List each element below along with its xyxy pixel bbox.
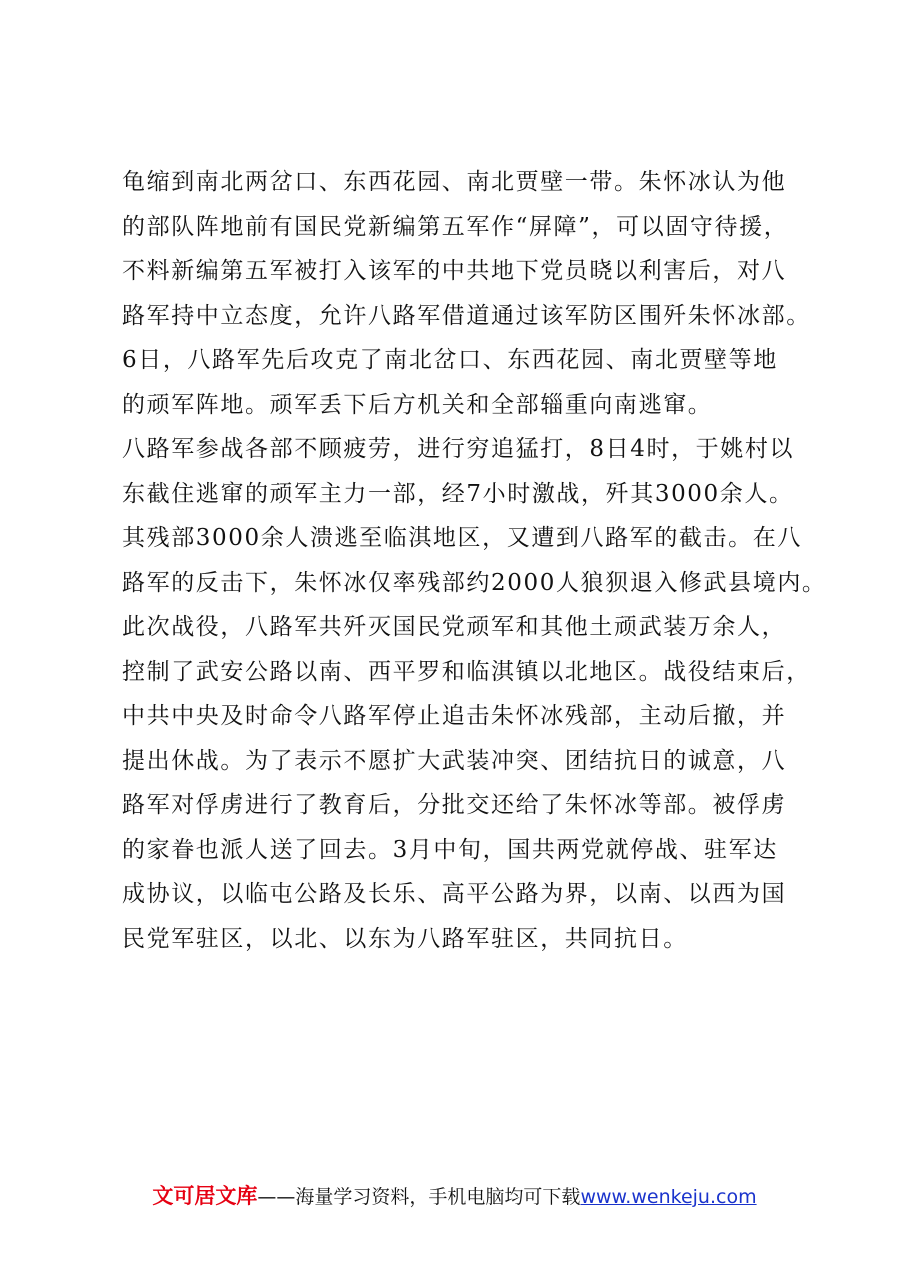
text-line: 路军持中立态度，允许八路军借道通过该军防区围歼朱怀冰部。 bbox=[122, 302, 811, 329]
text-line: 中共中央及时命令八路军停止追击朱怀冰残部，主动后撤，并 bbox=[122, 703, 787, 729]
text-line: 6日，八路军先后攻克了南北岔口、东西花园、南北贾壁等地 bbox=[122, 347, 778, 373]
text-line: 此次战役，八路军共歼灭国民党顽军和其他土顽武装万余人， bbox=[122, 614, 787, 640]
footer-link[interactable]: www.wenkeju.com bbox=[580, 1186, 757, 1208]
text-line: 成协议，以临屯公路及长乐、高平公路为界，以南、以西为国 bbox=[122, 881, 787, 907]
footer-brand: 文可居文库 bbox=[152, 1184, 258, 1208]
text-line: 的家眷也派人送了回去。3月中旬，国共两党就停战、驻军达 bbox=[122, 836, 778, 863]
text-line: 不料新编第五军被打入该军的中共地下党员晓以利害后，对八 bbox=[122, 258, 787, 284]
text-line: 路军的反击下，朱怀冰仅率残部约2000人狼狈退入修武县境内。 bbox=[122, 569, 827, 596]
text-line: 的部队阵地前有国民党新编第五军作“屏障”，可以固守待援， bbox=[122, 213, 789, 240]
text-line: 的顽军阵地。顽军丢下后方机关和全部辎重向南逃窜。 bbox=[122, 391, 713, 418]
footer-tagline: ——海量学习资料，手机电脑均可下载 bbox=[257, 1186, 581, 1208]
text-line: 东截住逃窜的顽军主力一部，经7小时激战，歼其3000余人。 bbox=[122, 480, 794, 507]
page-footer bbox=[0, 1180, 909, 1210]
text-line: 八路军参战各部不顾疲劳，进行穷追猛打，8日4时，于姚村以 bbox=[122, 436, 795, 462]
text-line: 控制了武安公路以南、西平罗和临淇镇以北地区。战役结束后， bbox=[122, 658, 811, 685]
text-line: 民党军驻区，以北、以东为八路军驻区，共同抗日。 bbox=[122, 925, 688, 952]
text-line: 提出休战。为了表示不愿扩大武装冲突、团结抗日的诚意，八 bbox=[122, 747, 787, 774]
body-text bbox=[122, 160, 827, 961]
text-line: 龟缩到南北两岔口、东西花园、南北贾壁一带。朱怀冰认为他 bbox=[122, 169, 787, 195]
text-line: 其残部3000余人溃逃至临淇地区，又遭到八路军的截击。在八 bbox=[122, 525, 802, 551]
text-line: 路军对俘虏进行了教育后，分批交还给了朱怀冰等部。被俘虏 bbox=[122, 792, 787, 818]
